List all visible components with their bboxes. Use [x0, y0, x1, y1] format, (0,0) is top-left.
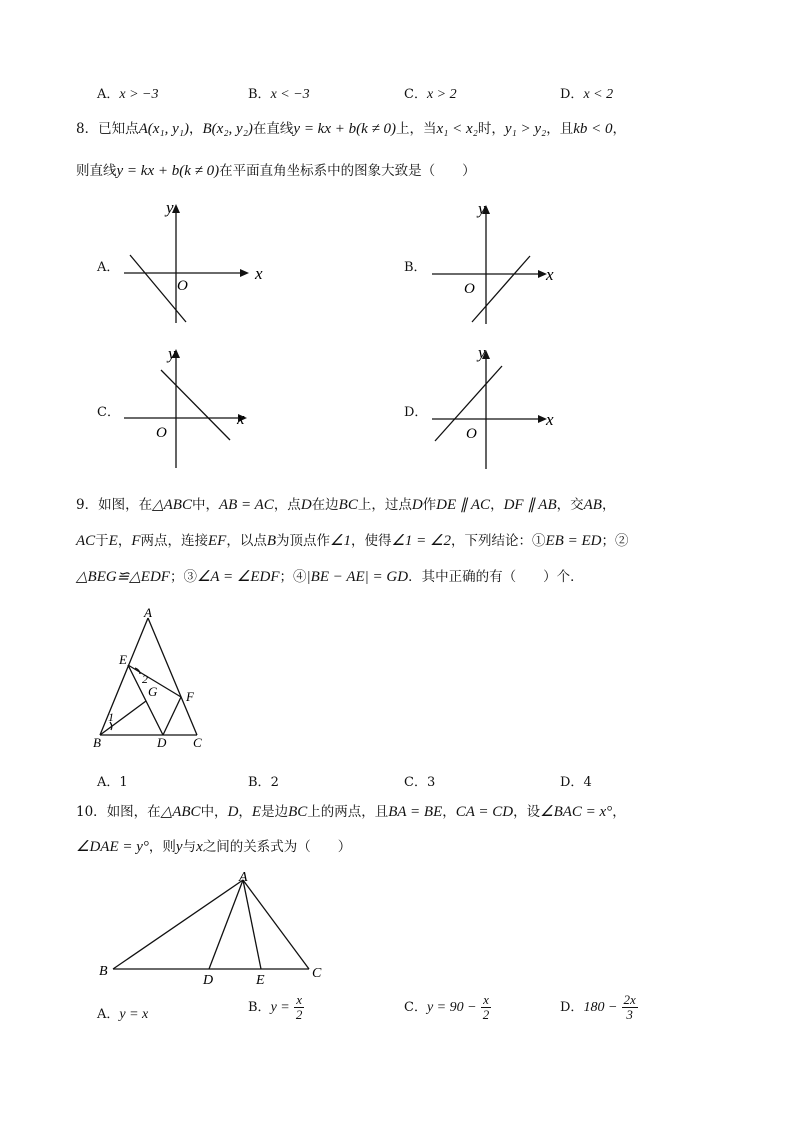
- option-expr: x < −3: [270, 87, 310, 102]
- math: EF: [208, 533, 227, 549]
- math: E: [251, 804, 262, 820]
- question-number: 8．: [76, 121, 99, 137]
- q9-option-c: [404, 771, 435, 790]
- origin-label: O: [177, 278, 188, 294]
- conclusion-number: ①: [532, 533, 546, 549]
- label-angle-2: 2: [142, 672, 148, 686]
- text: ，设: [513, 804, 541, 820]
- origin-label: O: [156, 425, 167, 441]
- denominator: 3: [626, 1007, 633, 1022]
- text: ，: [442, 804, 456, 820]
- math: △BEG≌△EDF: [76, 569, 170, 585]
- seg-df: [163, 697, 181, 735]
- label-angle-1: 1: [108, 710, 114, 724]
- math: D: [300, 497, 312, 513]
- option-label: D．: [560, 87, 584, 102]
- math: AB: [583, 497, 602, 513]
- text: 则直线: [76, 163, 117, 179]
- text: ，使得: [350, 533, 392, 549]
- option-value: 1: [119, 775, 128, 790]
- q8-graph-c-label: C．: [97, 405, 120, 420]
- math: y = kx + b(k ≠ 0): [293, 121, 397, 137]
- option-expr: x < 2: [583, 87, 614, 102]
- text: ，: [189, 121, 203, 137]
- text: 中，: [191, 497, 219, 513]
- math: B(x₂, y₂): [202, 121, 253, 137]
- q7-option-d: [560, 83, 613, 103]
- text: 上，过点: [357, 497, 412, 513]
- q8-graph-c: [110, 343, 260, 473]
- label-a: A: [144, 605, 152, 620]
- fraction: [481, 993, 492, 1022]
- math: y: [175, 839, 183, 855]
- label-f: F: [186, 689, 194, 704]
- graph-line: [161, 370, 230, 440]
- q10-line-1: [76, 800, 626, 821]
- x-axis-label: x: [255, 264, 263, 283]
- q10-option-d: [560, 993, 638, 1022]
- option-value: 3: [426, 775, 436, 790]
- math: ∠1 = ∠2: [391, 533, 451, 549]
- q10-option-b: [248, 993, 304, 1022]
- side-ac: [148, 618, 197, 735]
- option-expr: 180 −: [583, 1000, 618, 1015]
- option-expr: y = x: [119, 1007, 149, 1022]
- label-b: B: [93, 735, 101, 750]
- math: D: [227, 804, 239, 820]
- text: ；: [279, 569, 294, 585]
- text: ，以点: [226, 533, 267, 549]
- math: F: [131, 533, 141, 549]
- q9-line-1: [76, 493, 615, 514]
- math: y = kx + b(k ≠ 0): [116, 163, 220, 179]
- origin-label: O: [466, 426, 477, 442]
- text: ，且: [546, 121, 574, 137]
- option-label: C．: [404, 775, 427, 790]
- option-label: B．: [248, 1000, 271, 1015]
- q8-graph-b: [418, 199, 568, 329]
- q8-graph-a-label: A．: [97, 260, 120, 275]
- q9-line-2: [76, 529, 628, 550]
- text: 作: [422, 497, 437, 513]
- y-axis-label: y: [166, 198, 174, 217]
- q9-option-d: [560, 771, 592, 790]
- numerator: x: [294, 993, 305, 1008]
- denominator: 2: [295, 1007, 303, 1022]
- text: ，下列结论：: [451, 533, 532, 549]
- graph-line: [472, 256, 530, 322]
- q8-line-2: [76, 159, 476, 180]
- q7-option-c: [404, 83, 457, 103]
- math: x₁ < x₂: [436, 121, 478, 137]
- label-g: G: [148, 684, 158, 699]
- math: △ABC: [152, 497, 192, 513]
- conclusion-number: ②: [614, 533, 629, 549]
- seg-ae: [243, 880, 261, 969]
- option-value: 4: [583, 775, 592, 790]
- text: ，: [490, 497, 504, 513]
- q10-triangle-figure: [95, 868, 335, 988]
- math: y₁ > y₂: [504, 121, 547, 137]
- numerator: x: [481, 993, 492, 1008]
- label-b: B: [99, 964, 108, 979]
- math: DE ∥ AC: [436, 497, 491, 513]
- option-expr: x > 2: [426, 87, 457, 102]
- math: kb < 0: [573, 121, 613, 137]
- text: 中，: [200, 804, 228, 820]
- text: 在平面直角坐标系中的图象大致是（ ）: [219, 163, 476, 179]
- text: 于: [95, 533, 109, 549]
- q10-option-a: [97, 1003, 148, 1023]
- text: 上，当: [396, 121, 437, 137]
- x-axis-label: x: [546, 265, 554, 284]
- question-number: 10．: [76, 804, 107, 820]
- option-label: C．: [404, 1000, 427, 1015]
- side-ab: [113, 880, 243, 969]
- fraction: [622, 993, 638, 1022]
- text: ，点: [273, 497, 301, 513]
- q10-option-c: [404, 993, 491, 1022]
- option-label: D．: [560, 1000, 584, 1015]
- option-label: B．: [248, 775, 271, 790]
- q9-option-b: [248, 771, 279, 790]
- denominator: 2: [482, 1007, 490, 1022]
- text: 之间的关系式为（ ）: [202, 839, 352, 855]
- math: AB = AC: [218, 497, 274, 513]
- math: DF ∥ AB: [503, 497, 557, 513]
- q8-line-1: [76, 117, 626, 138]
- conclusion-number: ③: [183, 569, 197, 585]
- option-expr: x > −3: [119, 87, 159, 102]
- math: EB = ED: [545, 533, 602, 549]
- math: △ABC: [160, 804, 201, 820]
- math: BC: [288, 804, 308, 820]
- text: ，: [612, 121, 627, 137]
- math: ∠BAC = x°: [540, 804, 613, 820]
- text: 为顶点作: [276, 533, 331, 549]
- text: 在直线: [252, 121, 294, 137]
- text: 在边: [311, 497, 339, 513]
- text: ；: [601, 533, 615, 549]
- q7-option-b: [248, 83, 310, 103]
- math: BC: [338, 497, 358, 513]
- math: |BE − AE| = GD: [306, 569, 409, 585]
- y-axis-label: y: [478, 199, 486, 218]
- numerator: 2x: [623, 992, 636, 1007]
- math: BA = BE: [388, 804, 443, 820]
- q9-option-a: [97, 771, 128, 790]
- label-c: C: [193, 735, 202, 750]
- option-expr: y =: [270, 1000, 290, 1015]
- origin-label: O: [464, 281, 475, 297]
- label-e: E: [119, 652, 127, 667]
- option-value: 2: [270, 775, 279, 790]
- text: 已知点: [98, 121, 139, 137]
- text: ．其中正确的有（ ）个．: [408, 569, 584, 585]
- label-e: E: [256, 973, 265, 988]
- text: ，: [601, 497, 616, 513]
- math: AC: [76, 533, 96, 549]
- label-a: A: [239, 870, 248, 885]
- text: ；: [169, 569, 184, 585]
- label-d: D: [203, 973, 214, 988]
- text: 与: [182, 839, 197, 855]
- text: 上的两点，且: [307, 804, 389, 820]
- x-axis-label: x: [546, 410, 554, 429]
- q9-triangle-figure: [90, 605, 220, 755]
- text: 如图，在: [98, 497, 153, 513]
- q8-graph-d: [418, 344, 568, 474]
- math: x: [196, 839, 203, 855]
- y-axis-label: y: [478, 343, 486, 362]
- text: ，: [238, 804, 252, 820]
- text: ，则: [148, 839, 176, 855]
- seg-ad: [209, 880, 243, 969]
- math: ∠1: [330, 533, 351, 549]
- q7-option-a: [97, 83, 159, 103]
- q8-graph-d-label: D．: [404, 405, 428, 420]
- option-label: D．: [560, 775, 584, 790]
- math: E: [108, 533, 118, 549]
- text: 如图，在: [106, 804, 161, 820]
- fraction: [294, 993, 305, 1022]
- text: 两点，连接: [140, 533, 209, 549]
- text: ，: [612, 804, 626, 820]
- math: A(x₁, y₁): [138, 121, 189, 137]
- math: ∠DAE = y°: [76, 839, 149, 855]
- conclusion-number: ④: [293, 569, 307, 585]
- label-c: C: [312, 966, 322, 981]
- option-label: A．: [97, 87, 120, 102]
- math: CA = CD: [455, 804, 514, 820]
- math: D: [411, 497, 423, 513]
- option-label: B．: [248, 87, 271, 102]
- label-d: D: [157, 735, 167, 750]
- text: ，: [117, 533, 132, 549]
- text: 是边: [261, 804, 289, 820]
- question-number: 9．: [76, 497, 99, 513]
- y-axis-label: y: [168, 344, 176, 363]
- x-axis-label: x: [237, 409, 245, 428]
- math: B: [266, 533, 277, 549]
- option-expr: y = 90 −: [426, 1000, 477, 1015]
- text: 时，: [477, 121, 505, 137]
- q8-graph-b-label: B．: [404, 260, 427, 275]
- math: ∠A = ∠EDF: [196, 569, 280, 585]
- q9-line-3: [76, 565, 584, 586]
- text: ，交: [556, 497, 584, 513]
- option-label: A．: [97, 1007, 120, 1022]
- option-label: C．: [404, 87, 427, 102]
- option-label: A．: [97, 775, 120, 790]
- side-ac: [243, 880, 309, 969]
- q10-line-2: [76, 835, 351, 856]
- q8-graph-a: [110, 198, 263, 328]
